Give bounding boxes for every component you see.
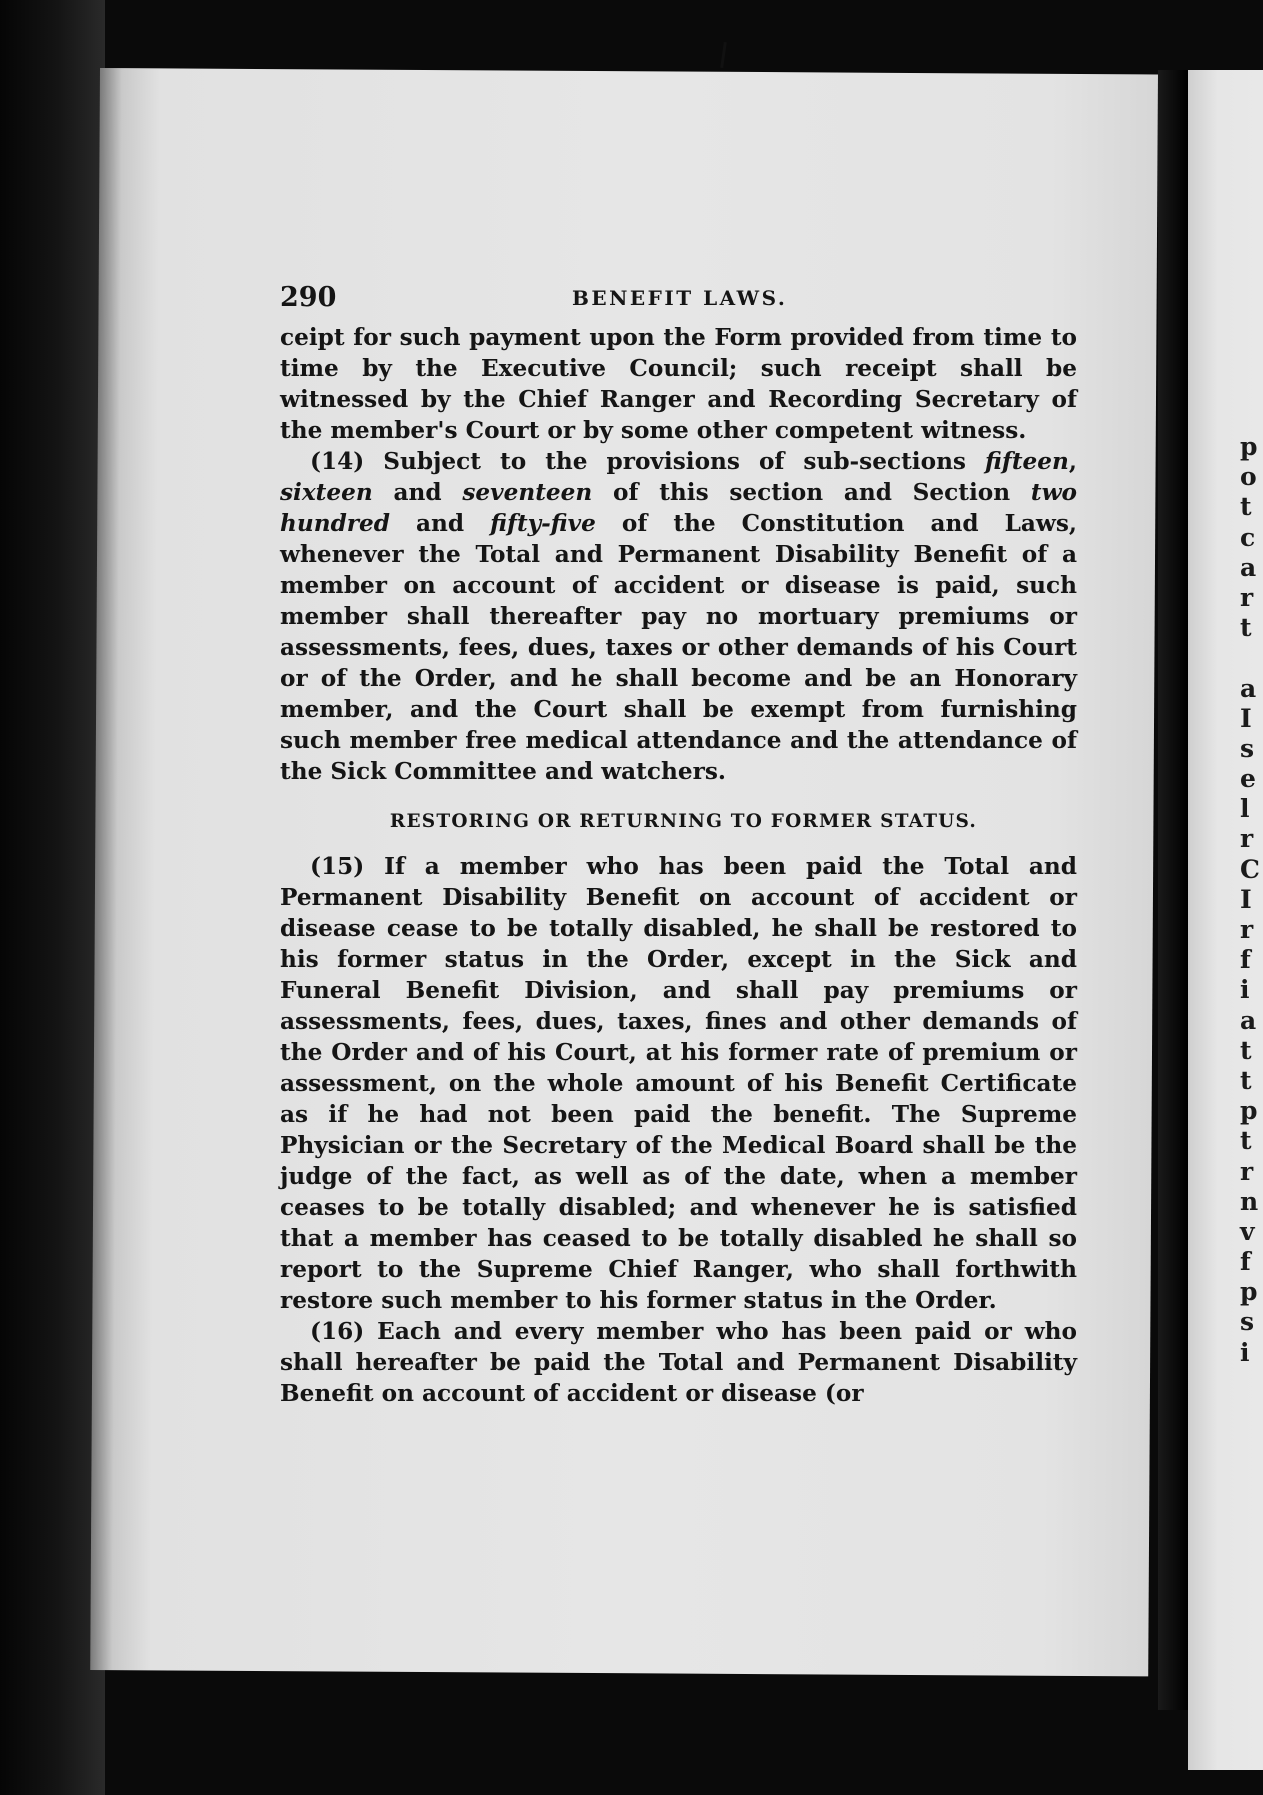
facing-page-fragment: o — [1240, 462, 1257, 492]
facing-page-fragment: t — [1240, 1065, 1252, 1095]
facing-page-fragment: t — [1240, 1126, 1252, 1156]
facing-page-fragment: t — [1240, 613, 1252, 643]
section-heading: RESTORING OR RETURNING TO FORMER STATUS. — [389, 811, 978, 832]
paragraph-15: (15) If a member who has been paid the Total and Permanent Disability Benefit on account of accident or disease cease to be totally disabled, he shall be restored to his former status in the Order, except in the Sick and Funeral Benefit Division, and shall pay premiums or assessments, fees, dues, taxes, fines and other demands of the Order and of his Court, at his former rate of premium or assessment, on the whole amount of his Benefit Certificate as if he had not been paid the benefit. The Supreme Physician or the Secretary of the Medical Board shall be the judge of the fact, as well as of the date, when a member ceases to be totally disabled; and whenever he is satisfied that a member has ceased to be totally disabled he shall so report to the Supreme Chief Ranger, who shall forthwith restore such member to his former status in the Order. — [280, 853, 1077, 1314]
running-title: BENEFIT LAWS. — [572, 286, 788, 310]
body-text — [280, 851, 1077, 1409]
facing-page-fragment: I — [1240, 884, 1252, 914]
paragraph-14-text: of this section and Section — [592, 479, 1031, 506]
facing-page-fragment: a — [1240, 552, 1257, 582]
paragraph-14-text: and — [389, 510, 491, 537]
facing-page-fragment: n — [1240, 1186, 1259, 1216]
facing-page-fragment: r — [1240, 1156, 1254, 1186]
paragraph-continued: ceipt for such payment upon the Form provided from time to time by the Executive Council; such receipt shall be witnessed by the Chief Ranger and Recording Secretary of the member's Court or by some other competent witness. — [280, 324, 1077, 444]
binding-edge — [0, 0, 105, 1795]
paragraph-14-italic: fifty-five — [490, 510, 596, 537]
facing-page-fragment: p — [1240, 1096, 1258, 1126]
facing-page-fragment: r — [1240, 915, 1254, 944]
facing-page — [1188, 70, 1263, 1770]
facing-page-fragment: i — [1240, 975, 1250, 1005]
facing-page-fragment: C — [1240, 854, 1260, 884]
facing-page-fragment: f — [1240, 945, 1251, 975]
facing-page-fragment: a — [1240, 673, 1257, 703]
paragraph-14 — [280, 446, 1077, 787]
paragraph-14-italic: sixteen — [280, 479, 373, 506]
facing-page-fragment: r — [1240, 582, 1254, 612]
facing-page-fragment: p — [1240, 432, 1258, 461]
ink-mark — [720, 42, 727, 68]
facing-page-fragment: s — [1240, 733, 1255, 763]
facing-page-fragment: c — [1240, 522, 1256, 552]
facing-page-fragment: e — [1240, 764, 1256, 794]
facing-page-fragment: t — [1240, 492, 1252, 522]
paragraph-14-italic: two hundred — [280, 479, 1077, 537]
running-head — [280, 278, 1077, 322]
facing-page-fragment: I — [1240, 703, 1252, 733]
paragraph-14-italic: seventeen — [462, 479, 593, 506]
facing-page-fragment: r — [1240, 824, 1254, 854]
facing-page-fragment — [1240, 643, 1260, 673]
paragraph-14-rest: of the Constitution and Laws, whenever the Total and Permanent Disability Benefit of a member on account of accident or disease is paid, such member shall thereafter pay no mortuary premiums or assessments, fees, dues, taxes or other demands of his Court or of the Order, and he shall become and be an Honorary member, and the Court shall be exempt from furnishing such member free medical attendance and the attendance of the Sick Committee and watchers. — [280, 510, 1077, 785]
facing-page-text — [1240, 432, 1260, 1368]
paragraph-16: (16) Each and every member who has been paid or who shall hereafter be paid the Total and Permanent Disability Benefit on account of accident or disease (or — [280, 1318, 1077, 1407]
facing-page-fragment: a — [1240, 1005, 1257, 1035]
page-content — [280, 278, 1077, 1409]
facing-page-fragment: i — [1240, 1337, 1250, 1367]
page-gutter — [1158, 70, 1188, 1710]
facing-page-fragment: v — [1240, 1216, 1255, 1246]
paragraph-14-italic: fifteen — [985, 448, 1069, 475]
paragraph-14-text: , — [1068, 448, 1077, 475]
facing-page-fragment: s — [1240, 1307, 1255, 1337]
facing-page-fragment: f — [1240, 1247, 1251, 1277]
page-number: 290 — [280, 282, 337, 313]
paragraph-14-text: and — [372, 479, 463, 506]
body-text — [280, 322, 1077, 787]
facing-page-fragment: l — [1240, 794, 1250, 824]
paragraph-14-lead: (14) Subject to the provisions of sub-sections — [310, 448, 985, 475]
facing-page-fragment: t — [1240, 1035, 1252, 1065]
facing-page-fragment: p — [1240, 1277, 1258, 1307]
